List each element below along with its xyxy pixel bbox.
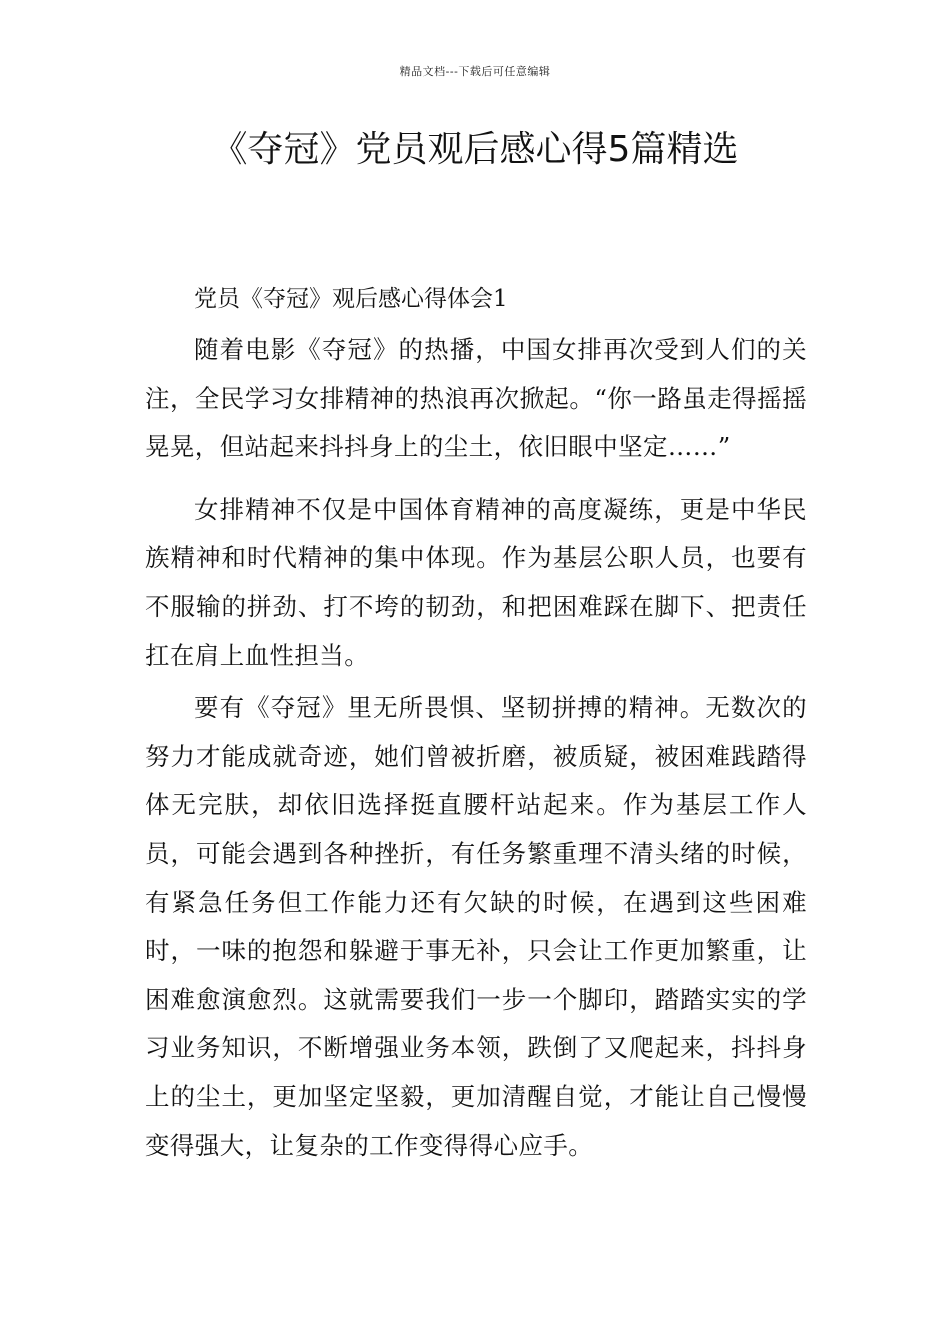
header-note: 精品文档---下载后可任意编辑	[399, 65, 551, 78]
paragraph-3: 要有《夺冠》里无所畏惧、坚韧拼搏的精神。无数次的努力才能成就奇迹，她们曾被折磨，被质疑，被困难践踏得体无完肤，却依旧选择挺直腰杆站起来。作为基层工作人员，可能会遇到各种挫折，有任务繁重理不清头绪的时候，有紧急任务但工作能力还有欠缺的时候，在遇到这些困难时，一味的抱怨和躲避于事无补，只会让工作更加繁重，让困难愈演愈烈。这就需要我们一步一个脚印，踏踏实实的学习业务知识，不断增强业务本领，跌倒了又爬起来，抖抖身上的尘土，更加坚定坚毅，更加清醒自觉，才能让自己慢慢变得强大，让复杂的工作变得得心应手。	[145, 693, 807, 1160]
section-subtitle: 党员《夺冠》观后感心得体会1	[194, 286, 508, 312]
paragraph-2: 女排精神不仅是中国体育精神的高度凝练，更是中华民族精神和时代精神的集中体现。作为基层公职人员，也要有不服输的拼劲、打不垮的韧劲，和把困难踩在脚下、把责任扛在肩上血性担当。	[145, 494, 807, 670]
document-title: 《夺冠》党员观后感心得5篇精选	[211, 129, 739, 170]
paragraph-1: 随着电影《夺冠》的热播，中国女排再次受到人们的关注，全民学习女排精神的热浪再次掀起。“你一路虽走得摇摇晃晃，但站起来抖抖身上的尘土，依旧眼中坚定……”	[145, 335, 807, 462]
document-body	[145, 326, 807, 1174]
